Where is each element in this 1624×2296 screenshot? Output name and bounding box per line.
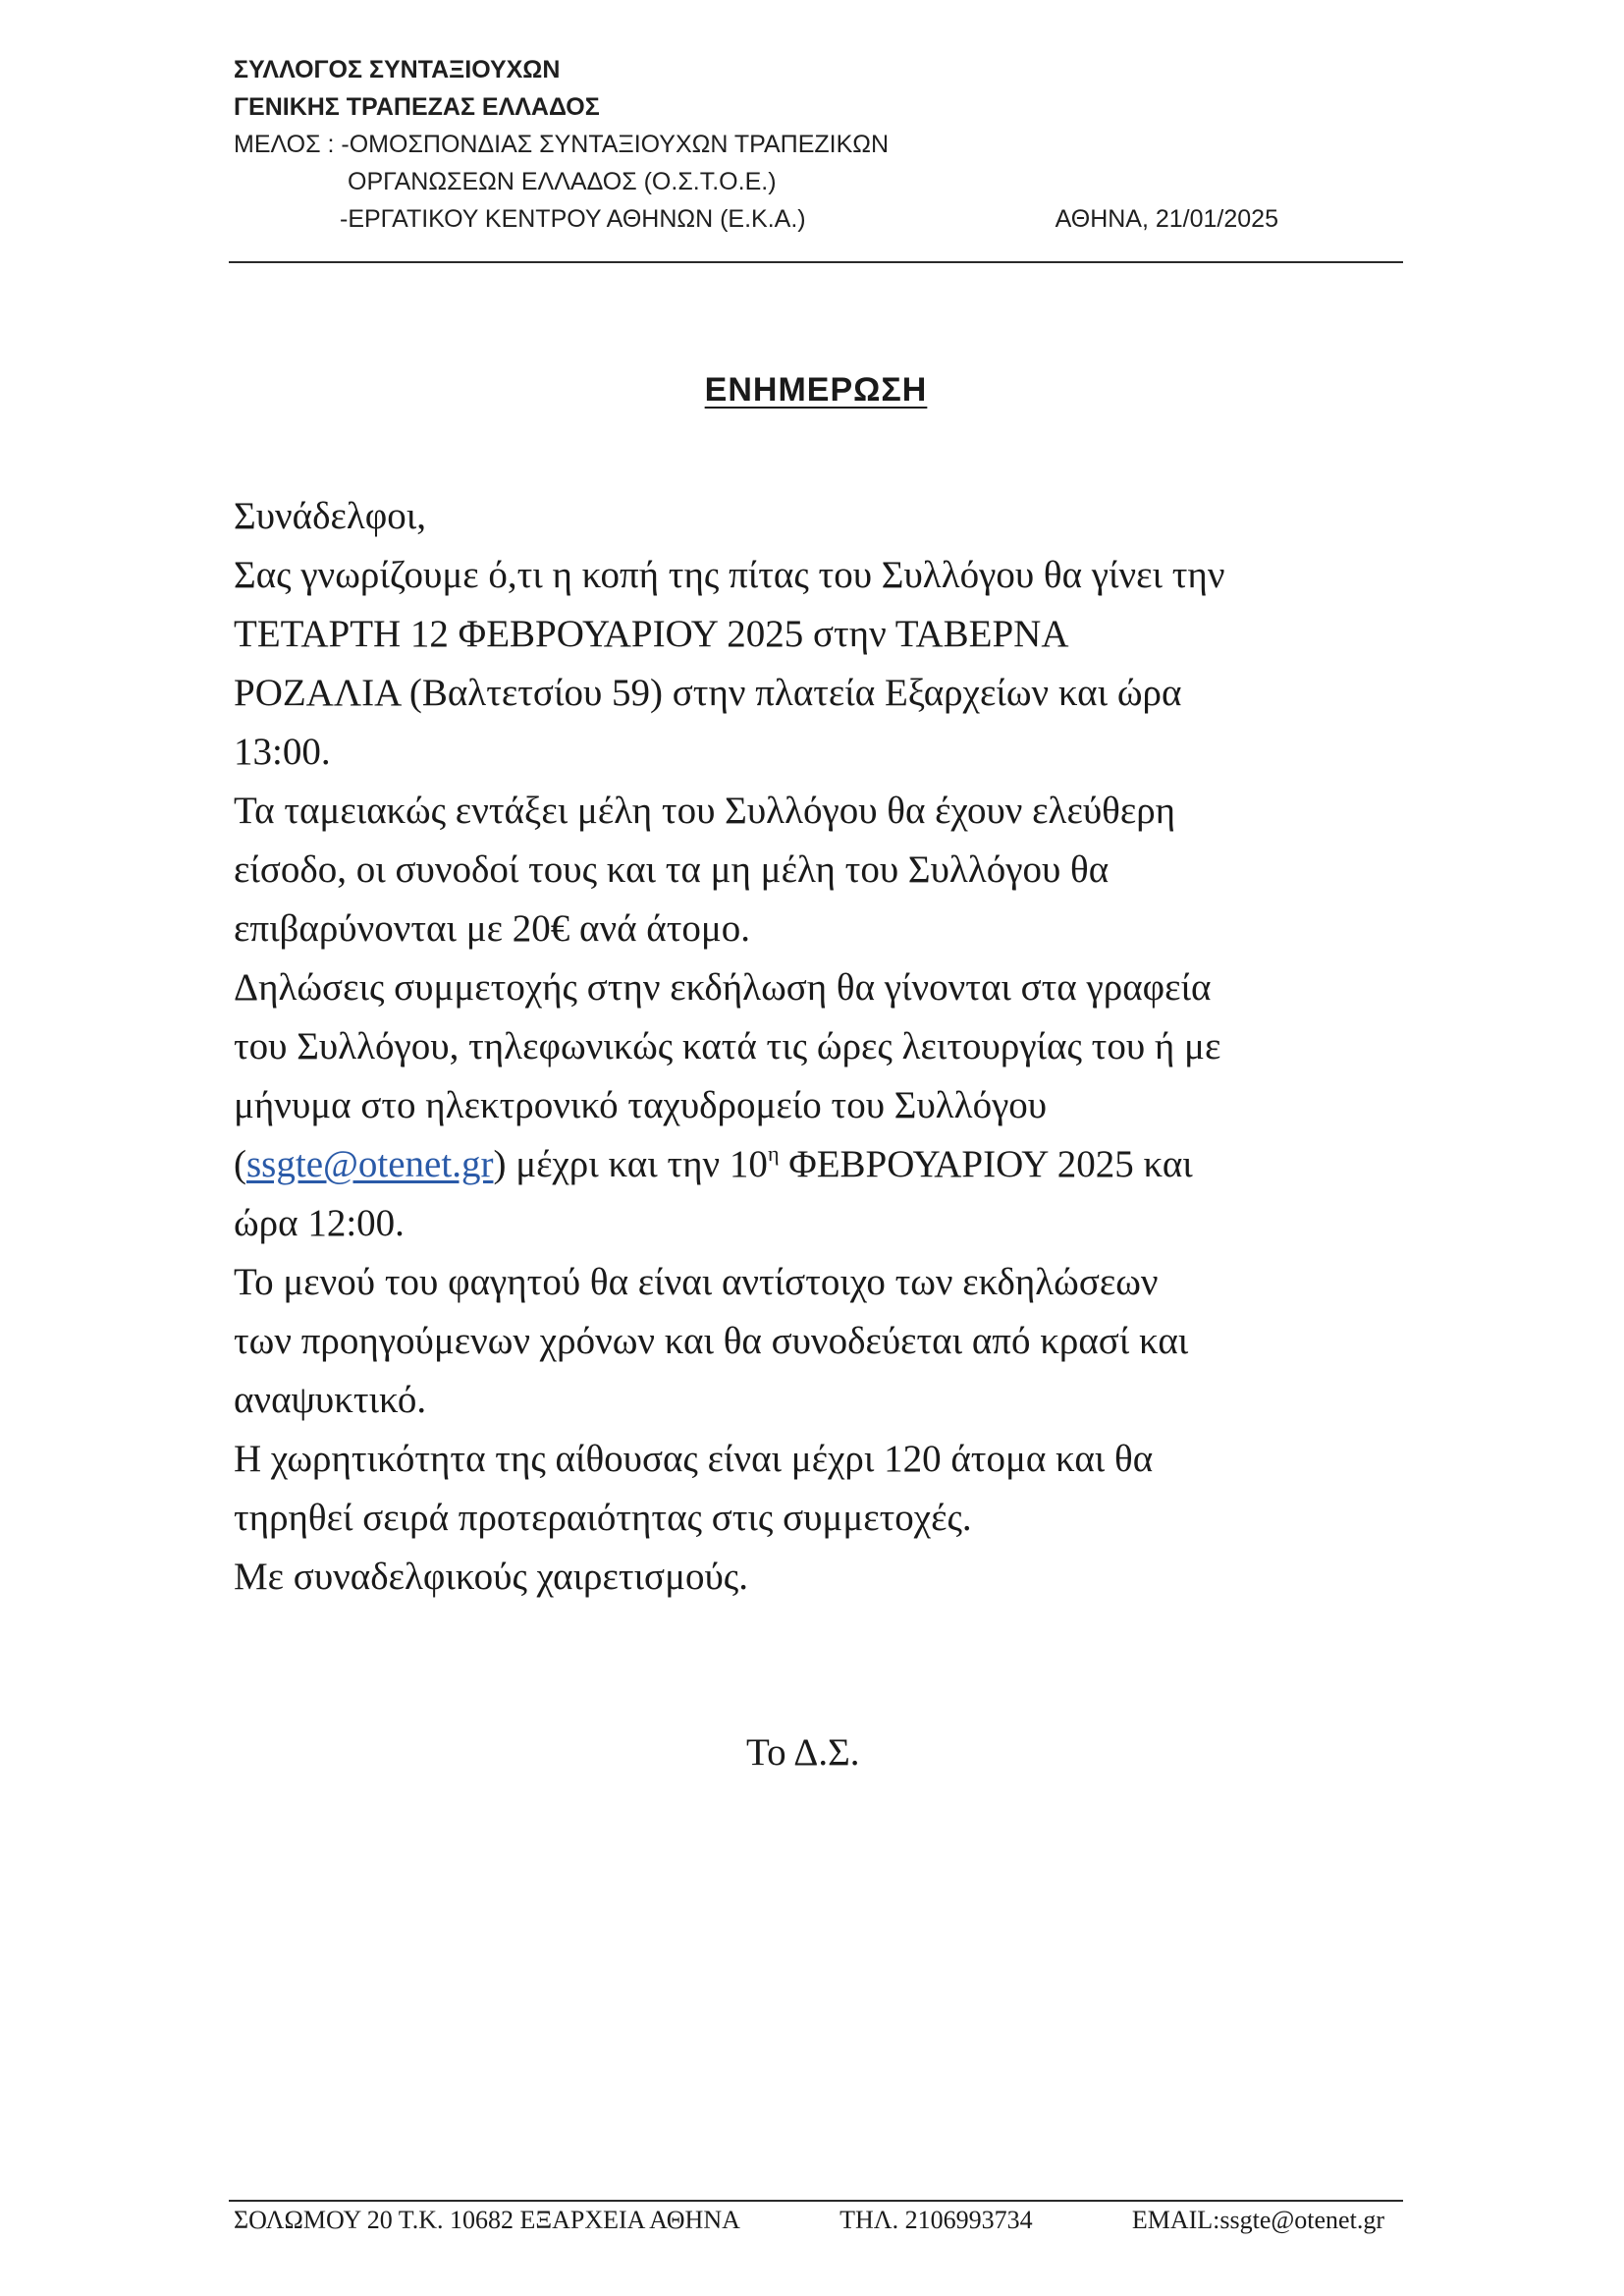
footer-divider (229, 2200, 1403, 2202)
membership-line1: ΜΕΛΟΣ : -ΟΜΟΣΠΟΝΔΙΑΣ ΣΥΝΤΑΞΙΟΥΧΩΝ ΤΡΑΠΕΖΙΚΩΝ (234, 131, 890, 158)
body-line: ΡΟΖΑΛΙΑ (Βαλτετσίου 59) στην πλατεία Εξαρχείων και ώρα (234, 672, 1182, 714)
letterhead (234, 51, 1402, 238)
footer-email: EMAIL:ssgte@otenet.gr (1131, 2206, 1384, 2234)
body-line: ΤΕΤΑΡΤΗ 12 ΦΕΒΡΟΥΑΡΙΟΥ 2025 στην ΤΑΒΕΡΝΑ (234, 613, 1069, 655)
membership-line3: -ΕΡΓΑΤΙΚΟΥ ΚΕΝΤΡΟΥ ΑΘΗΝΩΝ (Ε.Κ.Α.) (340, 205, 806, 233)
organization-name-line2: ΓΕΝΙΚΗΣ ΤΡΑΠΕΖΑΣ ΕΛΛΑΔΟΣ (234, 93, 600, 121)
body-line-with-email (234, 1135, 1402, 1194)
footer-address: ΣΟΛΩΜΟΥ 20 Τ.Κ. 10682 ΕΞΑΡΧΕΙΑ ΑΘΗΝΑ (234, 2206, 740, 2234)
body-line: Το μενού του φαγητού θα είναι αντίστοιχο των εκδηλώσεων (234, 1261, 1159, 1303)
body-line: αναψυκτικό. (234, 1379, 427, 1421)
body-line: 13:00. (234, 731, 331, 773)
paren-open: ( (234, 1143, 246, 1185)
body-line: ώρα 12:00. (234, 1202, 405, 1244)
body-line: είσοδο, οι συνοδοί τους και τα μη μέλη του Συλλόγου θα (234, 848, 1110, 891)
body-line: του Συλλόγου, τηλεφωνικώς κατά τις ώρες λειτουργίας του ή με (234, 1025, 1221, 1067)
document-title (0, 371, 1624, 410)
deadline-date: ΦΕΒΡΟΥΑΡΙΟΥ 2025 και (779, 1143, 1193, 1185)
closing-greeting: Με συναδελφικούς χαιρετισμούς. (234, 1556, 748, 1598)
ordinal-suffix: η (767, 1141, 780, 1166)
body-line: Συνάδελφοι, (234, 495, 426, 537)
footer (234, 2206, 1384, 2235)
body-line: μήνυμα στο ηλεκτρονικό ταχυδρομείο του Συλλόγου (234, 1084, 1048, 1126)
header-divider (229, 261, 1403, 263)
body-line: επιβαρύνονται με 20€ ανά άτομο. (234, 907, 751, 950)
place-and-date: ΑΘΗΝΑ, 21/01/2025 (1055, 205, 1278, 233)
organization-name-line1: ΣΥΛΛΟΓΟΣ ΣΥΝΤΑΞΙΟΥΧΩΝ (234, 56, 561, 83)
footer-phone: ΤΗΛ. 2106993734 (839, 2206, 1033, 2234)
deadline-text: ) μέχρι και την 10 (493, 1143, 768, 1185)
letter-body (234, 487, 1402, 1607)
body-line: Τα ταμειακώς εντάξει μέλη του Συλλόγου θα έχουν ελεύθερη (234, 790, 1176, 832)
body-line: Δηλώσεις συμμετοχής στην εκδήλωση θα γίνονται στα γραφεία (234, 966, 1212, 1009)
body-line: των προηγούμενων χρόνων και θα συνοδεύεται από κρασί και (234, 1320, 1189, 1362)
body-line: Η χωρητικότητα της αίθουσας είναι μέχρι 120 άτομα και θα (234, 1438, 1154, 1480)
membership-line2: ΟΡΓΑΝΩΣΕΩΝ ΕΛΛΑΔΟΣ (Ο.Σ.Τ.Ο.Ε.) (348, 168, 777, 195)
email-link[interactable]: ssgte@otenet.gr (246, 1143, 494, 1185)
membership-line3-row (234, 200, 1402, 238)
body-line: τηρηθεί σειρά προτεραιότητας στις συμμετοχές. (234, 1497, 972, 1539)
signature: Το Δ.Σ. (746, 1731, 860, 1774)
document-title-text: ΕΝΗΜΕΡΩΣΗ (704, 371, 928, 409)
body-line: Σας γνωρίζουμε ό,τι η κοπή της πίτας του Συλλόγου θα γίνει την (234, 554, 1225, 596)
